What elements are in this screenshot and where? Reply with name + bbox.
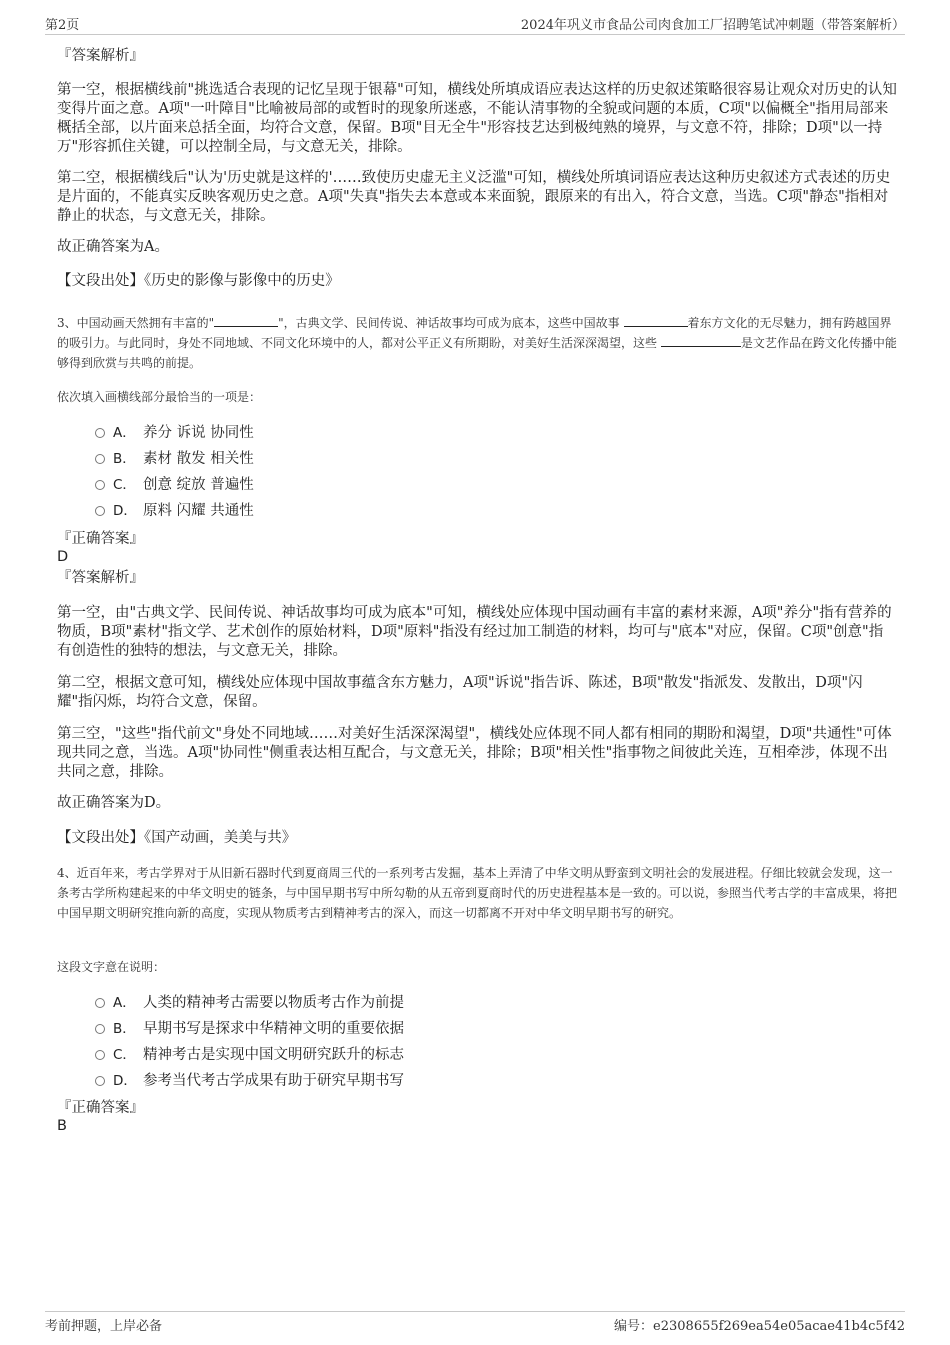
q3-answer: D	[57, 549, 69, 565]
page-header	[45, 14, 905, 35]
q2-source: 【文段出处】《历史的影像与影像中的历史》	[57, 273, 340, 289]
radio-icon[interactable]	[95, 506, 105, 516]
q3-conclusion: 故正确答案为D。	[57, 795, 171, 811]
q4-stem: 4、近百年来，考古学界对于从旧新石器时代到夏商周三代的一系列考古发掘，基本上弄清了中华文明从野蛮到文明社会的发展进程。仔细比较就会发现，这一条考古学所构建起来的中华文明史的链条，与中国早期书写中所勾勒的从五帝到夏商时代的历史进程基本是一致的。可以说，参照当代考古学的丰富成果，将把中国早期文明研究推向新的高度，实现从物质考古到精神考古的深入，而这一切都离不开对中华文明早期书写的研究。	[57, 866, 898, 920]
radio-icon[interactable]	[95, 998, 105, 1008]
q3-analysis-p2: 第二空，根据文意可知，横线处应体现中国故事蕴含东方魅力，A项"诉说"指告诉、陈述，B项"散发"指派发、发散出，D项"闪耀"指闪烁，均符合文意，保留。	[57, 675, 863, 710]
q4-answer-label: 『正确答案』	[57, 1100, 144, 1116]
q3-answer-label: 『正确答案』	[57, 531, 144, 547]
q3-analysis-label: 『答案解析』	[57, 570, 144, 586]
radio-icon[interactable]	[95, 1024, 105, 1034]
q4-option-b[interactable]: B． 早期书写是探求中华精神文明的重要依据	[95, 1019, 404, 1039]
q3-stem	[57, 313, 897, 373]
radio-icon[interactable]	[95, 428, 105, 438]
radio-icon[interactable]	[95, 1050, 105, 1060]
q4-answer: B	[57, 1118, 67, 1134]
q4-option-a[interactable]: A． 人类的精神考古需要以物质考古作为前提	[95, 993, 404, 1013]
radio-icon[interactable]	[95, 480, 105, 490]
q4-option-d[interactable]: D． 参考当代考古学成果有助于研究早期书写	[95, 1071, 404, 1091]
radio-icon[interactable]	[95, 1076, 105, 1086]
q2-analysis-label: 『答案解析』	[57, 48, 144, 64]
q4-option-c[interactable]: C． 精神考古是实现中国文明研究跃升的标志	[95, 1045, 404, 1065]
q2-analysis-p2: 第二空，根据横线后"认为'历史就是这样的'……致使历史虚无主义泛滥"可知，横线处所填词语应表达这种历史叙述方式表述的历史是片面的，不能真实反映客观历史之意。A项"失真"指失去本意或本来面貌，跟原来的有出入，符合文意，当选。C项"静态"指相对静止的状态，与文意无关，排除。	[57, 170, 891, 224]
document-id: 编号：e2308655f269ea54e05acae41b4c5f42	[614, 1319, 905, 1334]
q3-analysis-p3: 第三空，"这些"指代前文"身处不同地域……对美好生活深深渴望"，横线处应体现不同人都有相同的期盼和渴望，D项"共通性"可体现共同之意，当选。A项"协同性"侧重表达相互配合，与文意无关，排除；B项"相关性"指事物之间彼此关连，互相牵涉，体现不出共同之意，排除。	[57, 726, 892, 780]
q3-option-c[interactable]: C． 创意 绽放 普遍性	[95, 475, 254, 495]
q3-blank-1	[214, 313, 278, 327]
q3-source: 【文段出处】《国产动画，美美与共》	[57, 830, 297, 846]
q2-conclusion: 故正确答案为A。	[57, 239, 169, 255]
page-number: 第2页	[45, 18, 80, 33]
q3-prompt: 依次填入画横线部分最恰当的一项是：	[57, 390, 262, 404]
q3-stem-part-b: "，古典文学、民间传说、神话故事均可成为底本，这些中国故事	[278, 316, 620, 330]
q4-prompt: 这段文字意在说明：	[57, 960, 166, 974]
q3-stem-part-a: 3、中国动画天然拥有丰富的"	[57, 316, 215, 330]
q2-analysis-p1: 第一空，根据横线前"挑选适合表现的记忆呈现于银幕"可知，横线处所填成语应表达这样的历史叙述策略很容易让观众对历史的认知变得片面之意。A项"一叶障目"比喻被局部的或暂时的现象所迷惑，不能认清事物的全貌或问题的本质，C项"以偏概全"指用局部来概括全部，以片面来总括全面，均符合文意，保留。B项"目无全牛"形容技艺达到极纯熟的境界，与文意不符，排除；D项"以一持万"形容抓住关键，可以控制全局，与文意无关，排除。	[57, 82, 897, 155]
q3-blank-3	[661, 333, 741, 347]
document-title: 2024年巩义市食品公司肉食加工厂招聘笔试冲刺题（带答案解析）	[520, 18, 905, 33]
page-footer	[45, 1311, 905, 1336]
q3-analysis-p1: 第一空，由"古典文学、民间传说、神话故事均可成为底本"可知，横线处应体现中国动画有丰富的素材来源，A项"养分"指有营养的物质，B项"素材"指文学、艺术创作的原始材料，D项"原料"指没有经过加工制造的材料，均可与"底本"对应，保留。C项"创意"指有创造性的独特的想法，与文意无关，排除。	[57, 605, 892, 659]
q3-stem-part-d: 是文艺作品在跨文化传播中能够得到欣赏与共鸣的前提。	[57, 336, 897, 370]
q3-option-d[interactable]: D． 原料 闪耀 共通性	[95, 501, 254, 521]
q3-option-a[interactable]: A． 养分 诉说 协同性	[95, 423, 254, 443]
radio-icon[interactable]	[95, 454, 105, 464]
q3-option-b[interactable]: B． 素材 散发 相关性	[95, 449, 254, 469]
q3-blank-2	[624, 313, 688, 327]
q3-stem-part-c: 着东方文化的无尽魅力，拥有跨越国界的吸引力。与此同时，身处不同地域、不同文化环境中的人，都对公平正义有所期盼，对美好生活深深渴望，这些	[57, 316, 892, 350]
footer-slogan: 考前押题，上岸必备	[45, 1319, 163, 1334]
